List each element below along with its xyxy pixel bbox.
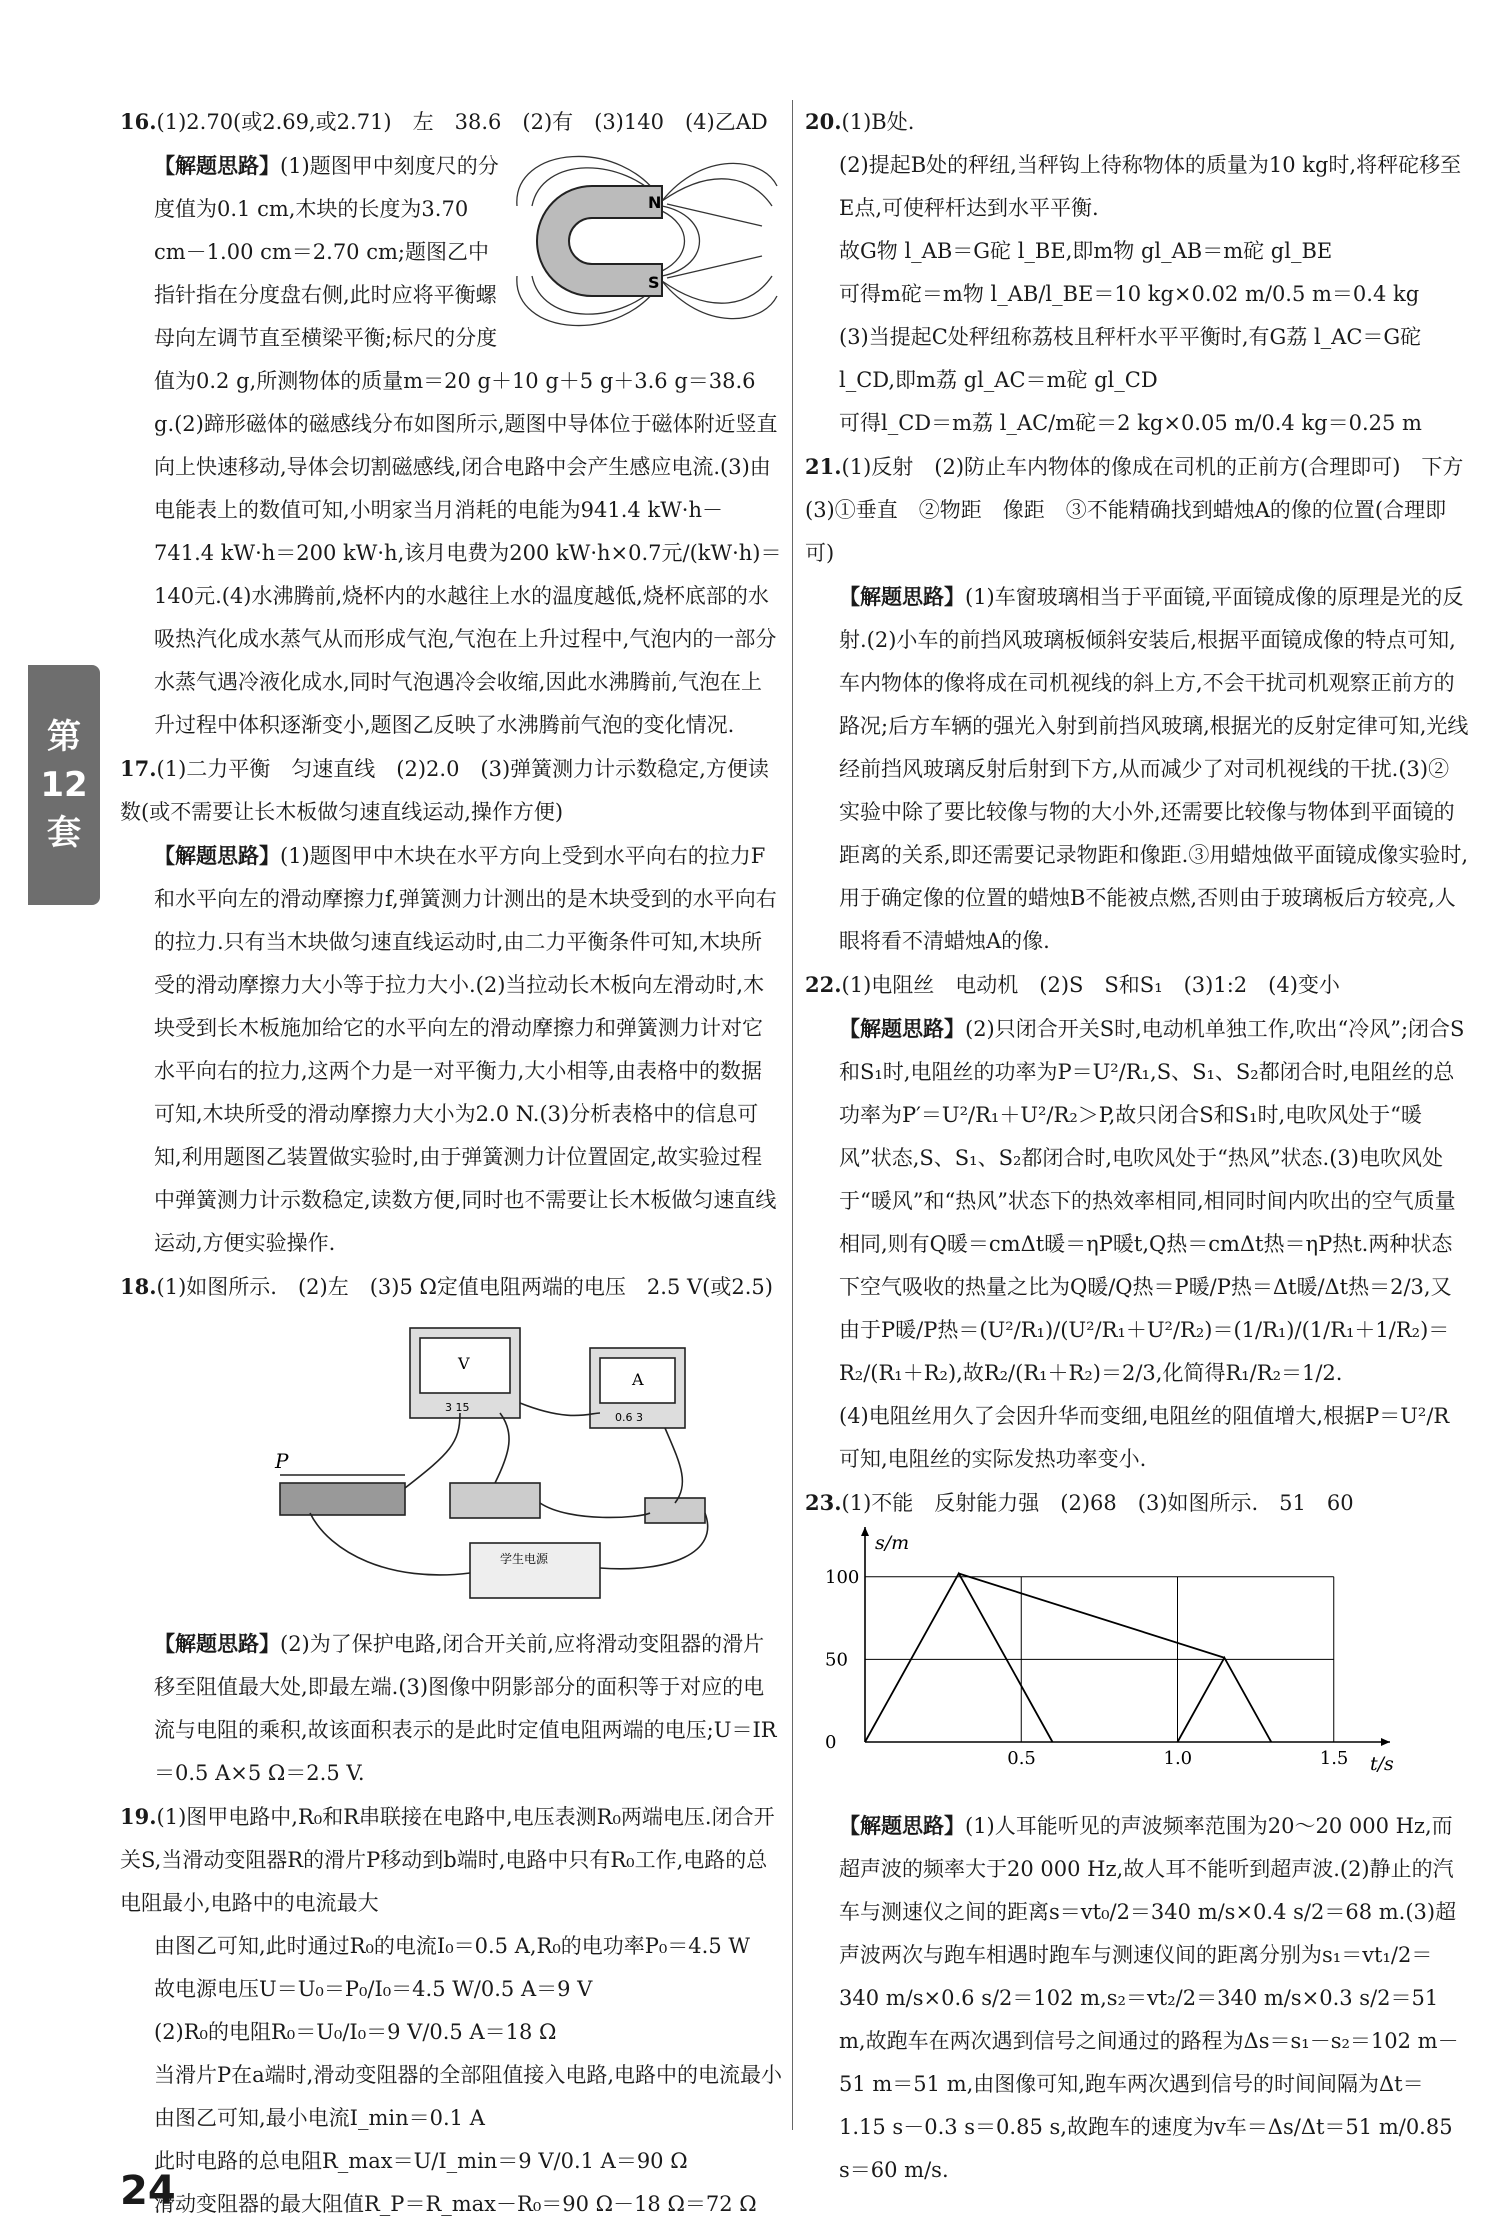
set-tab-char-3: 套 (47, 813, 81, 853)
power-supply-label: 学生电源 (500, 1552, 549, 1566)
q23-explanation (805, 1804, 1470, 2192)
magnet-n-label: N (648, 193, 662, 212)
x-tick-label: 0.5 (1007, 1748, 1036, 1769)
y-tick-label: 50 (825, 1649, 848, 1671)
question-number: 23. (805, 1490, 842, 1515)
solution-tag: 【解题思路】 (839, 1813, 965, 1838)
ammeter-label: A (632, 1370, 644, 1389)
solution-tag: 【解题思路】 (154, 153, 280, 178)
explanation-text: (1)题图甲中刻度尺的分度值为0.1 cm,木块的长度为3.70 cm－1.00 cm＝2.70 cm;题图乙中指针指在分度盘右侧,此时应将平衡螺母向左调节直至横梁平衡;标尺的分度值为0.2 g,所测物体的质量m＝20 g＋10 g＋5 g＋3.6 g＝38.6 g.(2)蹄形磁体的磁感线分布如图所示,题图中导体位于磁体附近竖直向上快速移动,导体会切割磁感线,闭合电路中会产生感应电流.(3)由电能表上的数值可知,小明家当月消耗的电能为941.4 kW·h－741.4 kW·h＝200 kW·h,该月电费为200 kW·h×0.7元/(kW·h)＝140元.(4)水沸腾前,烧杯内的水越往上水的温度越低,烧杯底部的水吸热汽化成水蒸气从而形成气泡,气泡在上升过程中,气泡内的一部分水蒸气遇冷液化成水,同时气泡遇冷会收缩,因此水沸腾前,气泡在上升过程中体积逐渐变小,题图乙反映了水沸腾前气泡的变化情况. (154, 154, 782, 737)
explanation-text: (1)车窗玻璃相当于平面镜,平面镜成像的原理是光的反射.(2)小车的前挡风玻璃板倾斜安装后,根据平面镜成像的特点可知,车内物体的像将成在司机视线的斜上方,不会干扰司机观察正前方的路况;后方车辆的强光入射到前挡风玻璃,根据光的反射定律可知,光线经前挡风玻璃反射后射到下方,从而减少了对司机视线的干扰.(3)②实验中除了要比较像与物的大小外,还需要比较像与物体到平面镜的距离的关系,即还需要记录物距和像距.③用蜡烛做平面镜成像实验时,用于确定像的位置的蜡烛B不能被点燃,否则由于玻璃板后方较亮,人眼将看不清蜡烛A的像. (839, 585, 1469, 953)
question-number: 21. (805, 454, 842, 479)
q19-line-3: 故电源电压U＝U₀＝P₀/I₀＝4.5 W/0.5 A＝9 V (154, 1977, 593, 2001)
question-21 (805, 445, 1485, 575)
solution-line: (1)图甲电路中,R₀和R串联接在电路中,电压表测R₀两端电压.闭合开关S,当滑动变阻器R的滑片P移动到b端时,电路中只有R₀工作,电路的总电阻最小,电路中的电流最大 (120, 1805, 775, 1915)
slider-p-label: P (275, 1449, 289, 1473)
solution-tag: 【解题思路】 (154, 843, 280, 868)
solution-tag: 【解题思路】 (839, 584, 965, 609)
question-22 (805, 963, 1470, 1007)
question-19 (120, 1795, 782, 1925)
q22-explanation (805, 1007, 1470, 1395)
q22-explanation-2: (4)电阻丝用久了会因升华而变细,电阻丝的阻值增大,根据P＝U²/R可知,电阻丝的实际发热功率变小. (839, 1404, 1450, 1471)
question-number: 18. (120, 1274, 157, 1299)
answer-text: (1)电阻丝 电动机 (2)S S和S₁ (3)1:2 (4)变小 (841, 973, 1340, 997)
solution-line: (1)B处. (841, 110, 915, 134)
question-16 (120, 100, 782, 144)
q20-line-3: 故G物 l_AB＝G砣 l_BE,即m物 gl_AB＝m砣 gl_BE (839, 239, 1333, 263)
q19-line-5: 当滑片P在a端时,滑动变阻器的全部阻值接入电路,电路中的电流最小 (154, 2063, 782, 2087)
solution-tag: 【解题思路】 (154, 1631, 280, 1656)
set-tab-char-2: 12 (40, 765, 88, 805)
question-number: 20. (805, 109, 842, 134)
answer-text: (1)不能 反射能力强 (2)68 (3)如图所示. 51 60 (841, 1491, 1354, 1515)
q19-line-2: 由图乙可知,此时通过R₀的电流I₀＝0.5 A,R₀的电功率P₀＝4.5 W (154, 1934, 750, 1958)
question-number: 17. (120, 756, 157, 781)
q20-line-5: (3)当提起C处秤纽称荔枝且秤杆水平平衡时,有G荔 l_AC＝G砣 l_CD,即m荔 gl_AC＝m砣 gl_CD (839, 325, 1422, 392)
answer-text: (1)如图所示. (2)左 (3)5 Ω定值电阻两端的电压 2.5 V(或2.5) (156, 1275, 773, 1299)
explanation-text: (2)只闭合开关S时,电动机单独工作,吹出“冷风”;闭合S和S₁时,电阻丝的功率为P＝U²/R₁,S、S₁、S₂都闭合时,电阻丝的总功率为P′＝U²/R₁＋U²/R₂＞P,故只闭合S和S₁时,电吹风处于“暖风”状态,S、S₁、S₂都闭合时,电吹风处于“热风”状态.(3)电吹风处于“暖风”和“热风”状态下的热效率相同,相同时间内吹出的空气质量相同,则有Q暖＝cmΔt暖＝ηP暖t,Q热＝cmΔt热＝ηP热t.两种状态下空气吸收的热量之比为Q暖/Q热＝P暖/P热＝Δt暖/Δt热＝2/3,又由于P暖/P热＝(U²/R₁)/(U²/R₁＋U²/R₂)＝(1/R₁)/(1/R₁＋1/R₂)＝R₂/(R₁＋R₂),故R₂/(R₁＋R₂)＝2/3,化简得R₁/R₂＝1/2. (839, 1017, 1465, 1385)
q18-explanation (120, 1622, 782, 1795)
series-line (1178, 1658, 1272, 1742)
set-tab-char-1: 第 (47, 717, 81, 757)
q20-line-4: 可得m砣＝m物 l_AB/l_BE＝10 kg×0.02 m/0.5 m＝0.4 kg (839, 282, 1420, 306)
series-line (865, 1573, 1053, 1742)
question-23 (805, 1481, 1470, 1525)
q19-line-8: 滑动变阻器的最大阻值R_P＝R_max－R₀＝90 Ω－18 Ω＝72 Ω (154, 2192, 757, 2216)
answer-text: (1)二力平衡 匀速直线 (2)2.0 (3)弹簧测力计示数稳定,方便读数(或不需要让长木板做匀速直线运动,操作方便) (120, 757, 769, 824)
q20-line-2: (2)提起B处的秤纽,当秤钩上待称物体的质量为10 kg时,将秤砣移至E点,可使秤杆达到水平平衡. (839, 153, 1462, 220)
q17-explanation (120, 834, 782, 1265)
ammeter-scale: 0.6 3 (615, 1411, 643, 1424)
y-axis-label: s/m (875, 1532, 910, 1554)
q16-explanation (120, 144, 782, 747)
solution-tag: 【解题思路】 (839, 1016, 965, 1041)
question-number: 16. (120, 109, 157, 134)
y-tick-label: 100 (825, 1566, 860, 1588)
explanation-text: (1)人耳能听见的声波频率范围为20～20 000 Hz,而超声波的频率大于20 000 Hz,故人耳不能听到超声波.(2)静止的汽车与测速仪之间的距离s＝vt₀/2＝340 m/s×0.4 s/2＝68 m.(3)超声波两次与跑车相遇时跑车与测速仪间的距离分别为s₁＝vt₁/2＝340 m/s×0.6 s/2＝102 m,s₂＝vt₂/2＝340 m/s×0.3 s/2＝51 m,故跑车在两次遇到信号之间通过的路程为Δs＝s₁－s₂＝102 m－51 m＝51 m,由图像可知,跑车两次遇到信号的时间间隔为Δt＝1.15 s－0.3 s＝0.85 s,故跑车的速度为v车＝Δs/Δt＝51 m/0.85 s＝60 m/s. (839, 1814, 1459, 2182)
magnet-s-label: S (648, 273, 660, 292)
answer-text: (1)2.70(或2.69,或2.71) 左 38.6 (2)有 (3)140 (4)乙AD (156, 110, 768, 134)
question-number: 22. (805, 972, 842, 997)
voltmeter-scale: 3 15 (445, 1401, 470, 1414)
y-axis-arrow (861, 1527, 869, 1536)
q21-explanation (805, 575, 1470, 963)
question-18 (120, 1265, 782, 1309)
q20-line-6: 可得l_CD＝m荔 l_AC/m砣＝2 kg×0.05 m/0.4 kg＝0.25 m (839, 411, 1422, 435)
left-column (120, 100, 782, 2226)
x-tick-label: 1.0 (1163, 1748, 1193, 1769)
page-number: 24 (120, 2168, 176, 2214)
x-axis-arrow (1381, 1738, 1390, 1746)
y-tick-label: 0 (825, 1732, 837, 1753)
question-20 (805, 100, 1470, 144)
circuit-figure (270, 1313, 730, 1603)
x-axis-label: t/s (1370, 1753, 1394, 1775)
explanation-text: (2)为了保护电路,闭合开关前,应将滑动变阻器的滑片移至阻值最大处,即最左端.(3)图像中阴影部分的面积等于对应的电流与电阻的乘积,故该面积表示的是此时定值电阻两端的电压;U＝IR＝0.5 A×5 Ω＝2.5 V. (154, 1632, 777, 1785)
q19-line-7: 此时电路的总电阻R_max＝U/I_min＝9 V/0.1 A＝90 Ω (154, 2149, 688, 2173)
set-tab (28, 665, 100, 905)
question-number: 19. (120, 1804, 157, 1829)
q19-line-6: 由图乙可知,最小电流I_min＝0.1 A (154, 2106, 485, 2130)
answer-text: (1)反射 (2)防止车内物体的像成在司机的正前方(合理即可) 下方 (3)①垂直 ②物距 像距 ③不能精确找到蜡烛A的像的位置(合理即可) (805, 455, 1485, 565)
x-tick-label: 1.5 (1319, 1748, 1349, 1769)
magnet-field-figure (512, 146, 782, 336)
right-column (805, 100, 1485, 2192)
q19-line-4: (2)R₀的电阻R₀＝U₀/I₀＝9 V/0.5 A＝18 Ω (154, 2020, 557, 2044)
question-17 (120, 747, 782, 834)
distance-time-graph (805, 1527, 1425, 1787)
explanation-text: (1)题图甲中木块在水平方向上受到水平向右的拉力F和水平向左的滑动摩擦力f,弹簧测力计测出的是木块受到的水平向右的拉力.只有当木块做匀速直线运动时,由二力平衡条件可知,木块所受的滑动摩擦力大小等于拉力大小.(2)当拉动长木板向左滑动时,木块受到长木板施加给它的水平向左的滑动摩擦力和弹簧测力计对它水平向右的拉力,这两个力是一对平衡力,大小相等,由表格中的数据可知,木块所受的滑动摩擦力大小为2.0 N.(3)分析表格中的信息可知,利用题图乙装置做实验时,由于弹簧测力计位置固定,故实验过程中弹簧测力计示数稳定,读数方便,同时也不需要让长木板做匀速直线运动,方便实验操作. (154, 844, 777, 1255)
column-divider (792, 100, 793, 2130)
voltmeter-label: V (458, 1354, 470, 1373)
